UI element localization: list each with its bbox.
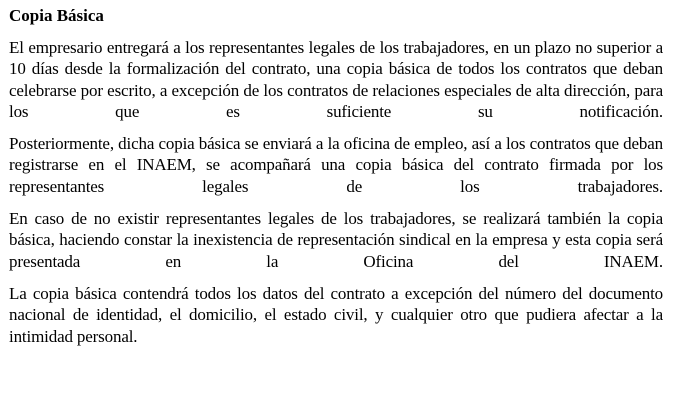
paragraph-1: El empresario entregará a los representantes legales de los trabajadores, en un plazo no superior a 10 días desde la formalización del contrato, una copia básica de todos los contratos que deban celebrarse por escrito, a excepción de los contratos de relaciones especiales de alta dirección, para los que es suficiente su notificación. <box>9 38 663 121</box>
document-title: Copia Básica <box>9 6 104 25</box>
document-page <box>9 5 663 358</box>
paragraph-2: Posteriormente, dicha copia básica se enviará a la oficina de empleo, así a los contratos que deban registrarse en el INAEM, se acompañará una copia básica del contrato firmada por los representantes legales de los trabajadores. <box>9 134 663 196</box>
paragraph-3: En caso de no existir representantes legales de los trabajadores, se realizará también la copia básica, haciendo constar la inexistencia de representación sindical en la empresa y esta copia será presentada en la Oficina del INAEM. <box>9 209 663 271</box>
paragraph-4: La copia básica contendrá todos los datos del contrato a excepción del número del documento nacional de identidad, el domicilio, el estado civil, y cualquier otro que pudiera afectar a la intimidad personal. <box>9 283 663 346</box>
